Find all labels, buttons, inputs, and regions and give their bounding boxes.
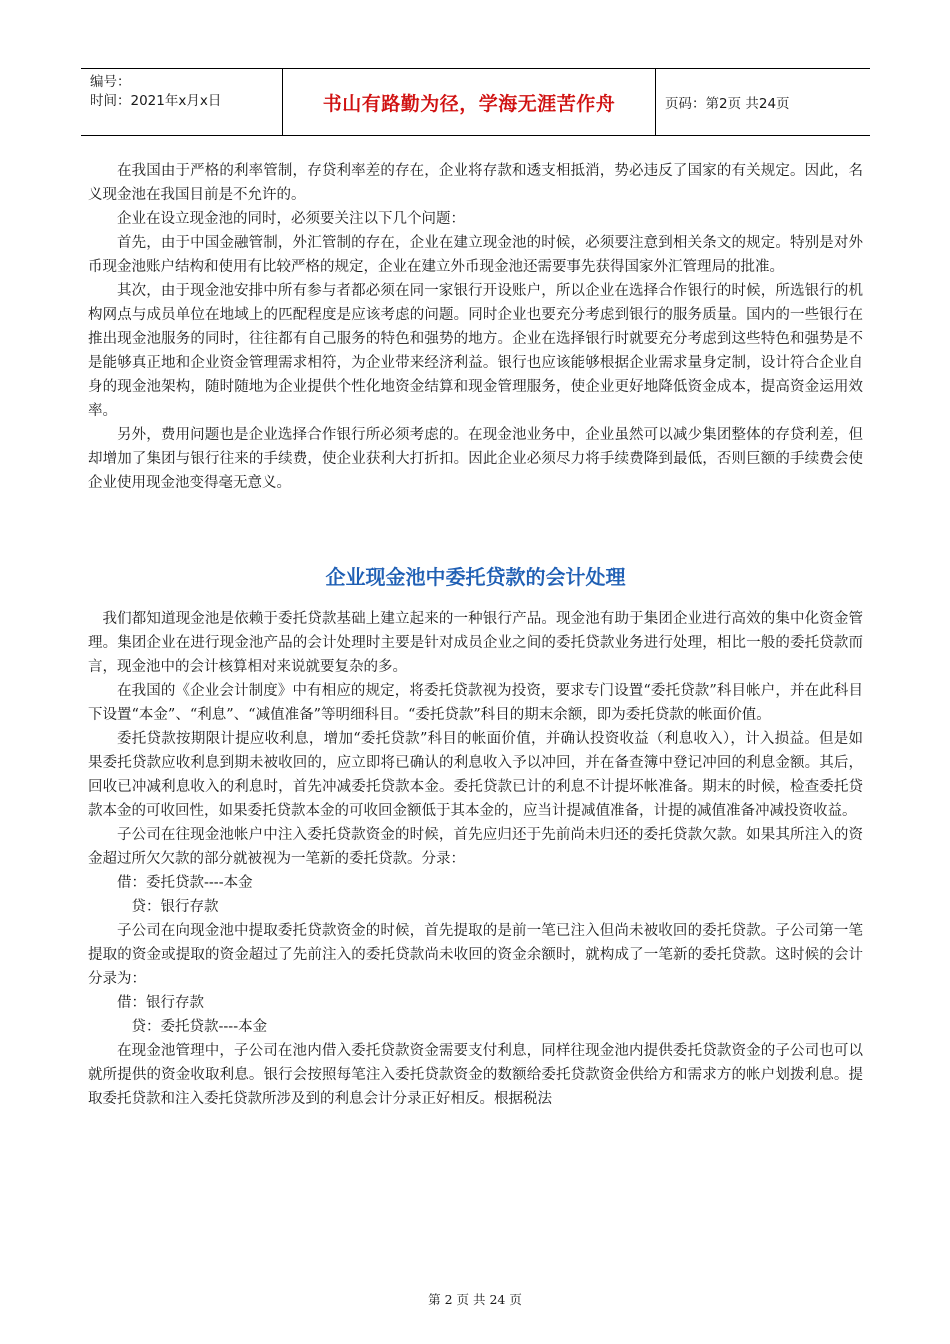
paragraph: 企业在设立现金池的同时，必须要关注以下几个问题： bbox=[117, 211, 465, 227]
footer-page-number: 第 2 页 共 24 页 bbox=[428, 1292, 522, 1307]
paragraph: 子公司在往现金池帐户中注入委托贷款资金的时候，首先应归还于先前尚未归还的委托贷款欠款。如果其所注入的资金超过所欠欠款的部分就被视为一笔新的委托贷款。分录： bbox=[88, 827, 863, 867]
paragraph: 我们都知道现金池是依赖于委托贷款基础上建立起来的一种银行产品。现金池有助于集团企业进行高效的集中化资金管理。集团企业在进行现金池产品的会计处理时主要是针对成员企业之间的委托贷款业务进行处理，相比一般的委托贷款而言，现金池中的会计核算相对来说就要复杂的多。 bbox=[88, 611, 863, 675]
journal-entry-debit: 借：银行存款 bbox=[117, 995, 204, 1011]
paragraph: 在我国由于严格的利率管制，存贷利率差的存在，企业将存款和透支相抵消，势必违反了国家的有关规定。因此，名义现金池在我国目前是不允许的。 bbox=[88, 163, 863, 203]
header-motto: 书山有路勤为径，学海无涯苦作舟 bbox=[283, 69, 656, 135]
header-page-info: 页码：第2页 共24页 bbox=[665, 96, 790, 112]
journal-entry-credit: 贷：委托贷款----本金 bbox=[131, 1019, 268, 1035]
paragraph: 子公司在向现金池中提取委托贷款资金的时候，首先提取的是前一笔已注入但尚未被收回的委托贷款。子公司第一笔提取的资金或提取的资金超过了先前注入的委托贷款尚未收回的资金余额时，就构成了一笔新的委托贷款。这时候的会计分录为： bbox=[88, 923, 863, 987]
section-title: 企业现金池中委托贷款的会计处理 bbox=[325, 565, 626, 589]
page-header bbox=[81, 68, 870, 136]
document-date: 时间：2021年x月x日 bbox=[90, 93, 222, 109]
paragraph: 另外，费用问题也是企业选择合作银行所必须考虑的。在现金池业务中，企业虽然可以减少集团整体的存贷利差，但却增加了集团与银行往来的手续费，使企业获利大打折扣。因此企业必须尽力将手续费降到最低，否则巨额的手续费会使企业使用现金池变得毫无意义。 bbox=[88, 427, 863, 491]
document-body bbox=[88, 159, 863, 1111]
journal-entry-debit: 借：委托贷款----本金 bbox=[117, 875, 253, 891]
journal-entry-credit: 贷：银行存款 bbox=[131, 899, 219, 915]
paragraph: 其次，由于现金池安排中所有参与者都必须在同一家银行开设账户，所以企业在选择合作银行的时候，所选银行的机构网点与成员单位在地域上的匹配程度是应该考虑的问题。同时企业也要充分考虑到银行的服务质量。国内的一些银行在推出现金池服务的同时，往往都有自己服务的特色和强势的地方。企业在选择银行时就要充分考虑到这些特色和强势是不是能够真正地和企业资金管理需求相符，为企业带来经济利益。银行也应该能够根据企业需求量身定制，设计符合企业自身的现金池架构，随时随地为企业提供个性化地资金结算和现金管理服务，使企业更好地降低资金成本，提高资金运用效率。 bbox=[88, 283, 863, 419]
paragraph: 委托贷款按期限计提应收利息，增加“委托贷款”科目的帐面价值，并确认投资收益（利息收入），计入损益。但是如果委托贷款应收利息到期未被收回的，应立即将已确认的利息收入予以冲回，并在备查簿中登记冲回的利息金额。其后，回收已冲减利息收入的利息时，首先冲减委托贷款本金。委托贷款已计的利息不计提坏帐准备。期末的时候，检查委托贷款本金的可收回性，如果委托贷款本金的可收回金额低于其本金的，应当计提减值准备，计提的减值准备冲减投资收益。 bbox=[88, 731, 863, 819]
paragraph: 首先，由于中国金融管制，外汇管制的存在，企业在建立现金池的时候，必须要注意到相关条文的规定。特别是对外币现金池账户结构和使用有比较严格的规定，企业在建立外币现金池还需要事先获得国家外汇管理局的批准。 bbox=[88, 235, 863, 275]
header-meta bbox=[81, 69, 283, 135]
paragraph: 在现金池管理中，子公司在池内借入委托贷款资金需要支付利息，同样往现金池内提供委托贷款资金的子公司也可以就所提供的资金收取利息。银行会按照每笔注入委托贷款资金的数额给委托贷款资金供给方和需求方的帐户划拨利息。提取委托贷款和注入委托贷款所涉及到的利息会计分录正好相反。根据税法 bbox=[88, 1043, 863, 1107]
paragraph: 在我国的《企业会计制度》中有相应的规定，将委托贷款视为投资，要求专门设置“委托贷款”科目帐户，并在此科目下设置“本金”、“利息”、“减值准备”等明细科目。“委托贷款”科目的期末余额，即为委托贷款的帐面价值。 bbox=[88, 683, 863, 723]
page-footer bbox=[0, 1290, 950, 1308]
document-number-label: 编号： bbox=[90, 74, 131, 90]
